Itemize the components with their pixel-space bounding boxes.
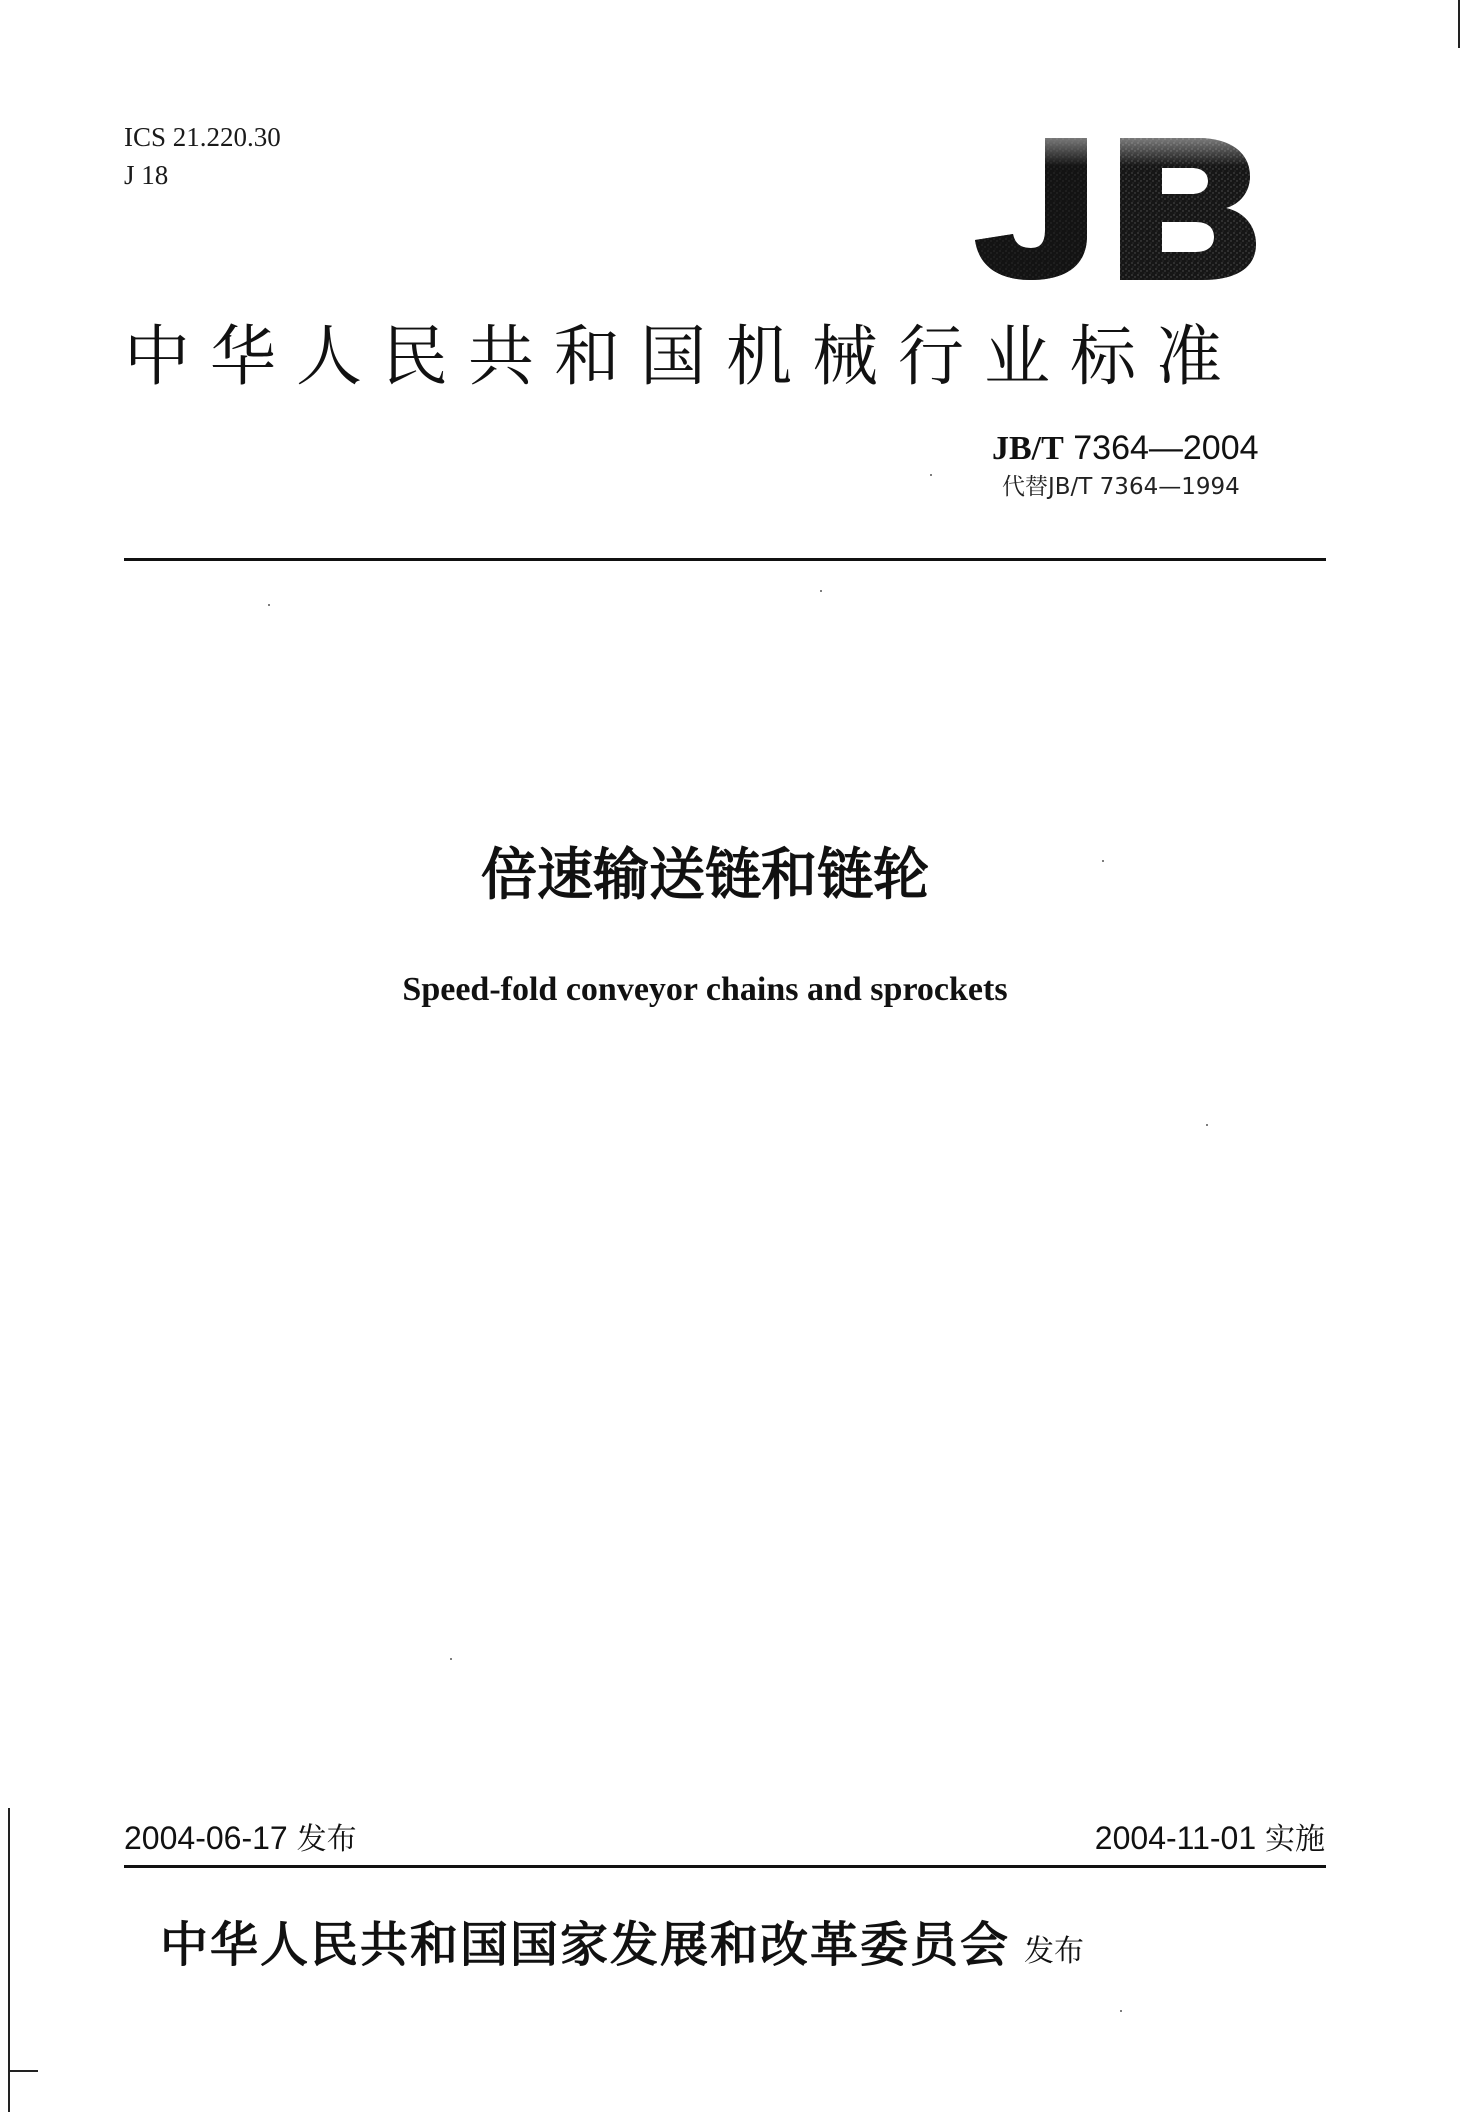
ics-code: ICS 21.220.30 (124, 122, 281, 152)
standard-number-prefix: JB/T (992, 430, 1064, 467)
scan-speck (930, 474, 932, 476)
issue-date-label: 发布 (296, 1822, 357, 1857)
scan-edge-mark (1458, 0, 1460, 48)
standard-number (900, 428, 1265, 469)
scan-edge-mark (8, 2070, 38, 2072)
classification-codes (124, 118, 281, 194)
scan-speck (1102, 860, 1104, 862)
ccs-code: J 18 (124, 160, 169, 190)
scan-edge-mark (8, 1808, 10, 2112)
jb-logo (975, 130, 1260, 282)
standard-number-value: 7364—2004 (1073, 429, 1259, 467)
scan-speck (450, 1658, 452, 1660)
organization-title: 中华人民共和国机械行业标准 (124, 318, 1242, 395)
footer-divider (124, 1865, 1326, 1868)
issuer-suffix: 发布 (1024, 1934, 1085, 1969)
scan-speck (268, 604, 270, 606)
document-title-english: Speed-fold conveyor chains and sprockets (402, 971, 1008, 1008)
header-divider (124, 558, 1326, 561)
scan-speck (1120, 2010, 1122, 2012)
issue-date-value: 2004-06-17 (124, 1820, 288, 1856)
effective-date-label: 实施 (1265, 1822, 1325, 1857)
replaces-standard: 代替JB/T 7364—1994 (1002, 474, 1240, 500)
document-title-chinese: 倍速输送链和链轮 (481, 843, 929, 908)
scan-speck (1206, 1124, 1208, 1126)
scan-speck (820, 590, 822, 592)
issuer-name: 中华人民共和国国家发展和改革委员会 (160, 1917, 1011, 1973)
standard-number-block (900, 428, 1265, 505)
issue-date (124, 1816, 357, 1862)
issuer (160, 1910, 1084, 1992)
effective-date-value: 2004-11-01 (1094, 1820, 1257, 1856)
effective-date (1095, 1816, 1325, 1862)
